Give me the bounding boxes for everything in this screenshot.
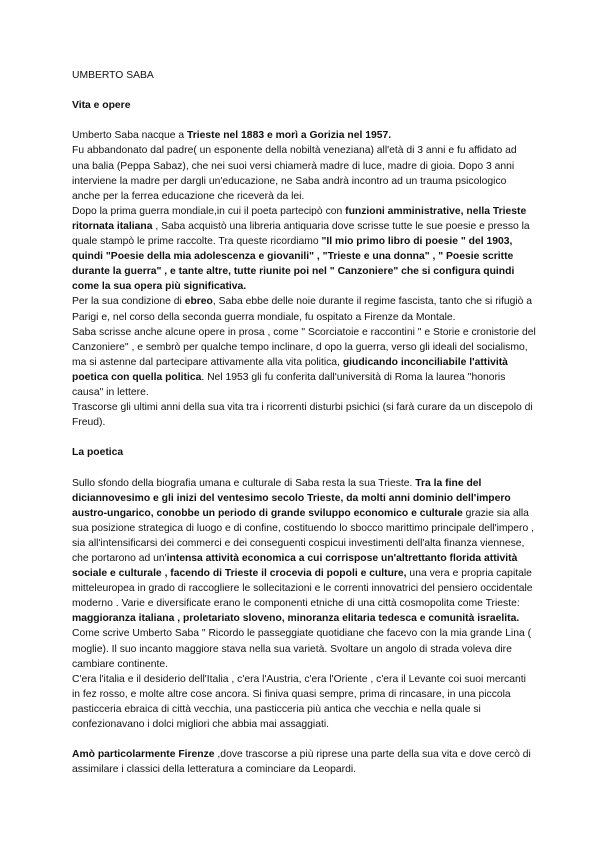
text-run: , Saba acquistò una libreria antiquaria dove scrisse tutte le sue poesie e presso la quale stampò le prime raccolte. Tra queste ricordiamo — [72, 220, 530, 248]
bold-text-run: Trieste nel 1883 e morì a Gorizia nel 1957. — [187, 130, 392, 142]
section-heading-vita: Vita e opere — [72, 100, 131, 112]
paragraph-vita — [72, 128, 536, 430]
text-run: Fu abbandonato dal padre( un esponente della nobiltà veneziana) all'età di 3 anni e fu affidato ad una balia (Peppa Sabaz), che nei suoi versi chiamerà madre di luce, madre di gioia. Dopo 3 anni interviene la madre per dargli un'educazione, ne Saba andrà incontro ad un trauma psicologico anche per la ferrea educazione che riceverà da lei. Dopo la prima guerra mondiale,in cui il poeta partecipò con — [72, 145, 517, 217]
paragraph-poetica — [72, 476, 536, 733]
bold-text-run: funzioni amministrative, nella Trieste ritornata italiana — [72, 205, 527, 232]
document-title: UMBERTO SABA — [72, 70, 154, 81]
text-run: grazie sia alla sua posizione strategica di luogo e di confine, costituendo lo sbocco marittimo principale dell'impero , sia all'intensificarsi dei commerci e dei conseguenti cospicui investimenti dell'alta finanza viennese, che portarono ad un' — [72, 507, 534, 564]
paragraph-firenze — [72, 747, 536, 777]
bold-text-run: Amò particolarmente Firenze — [72, 749, 215, 761]
bold-text-run: maggioranza italiana , proletariato sloveno, minoranza elitaria tedesca e comunità israelita. — [72, 613, 520, 625]
text-run: Per la sua condizione di — [72, 296, 185, 308]
bold-text-run: ebreo — [184, 296, 213, 308]
section-heading-poetica: La poetica — [72, 447, 124, 459]
text-run: Umberto Saba nacque a — [72, 130, 188, 142]
bold-text-run: giudicando inconciliabile l'attività poetica con quella politica — [72, 356, 508, 383]
bold-text-run: intensa attività economica a cui corrispose un'altrettanto florida attività sociale e culturale , facendo di Trieste il crocevia di popoli e culture, — [72, 553, 518, 580]
bold-text-run: "Il mio primo libro di poesie " del 1903, quindi "Poesie della mia adolescenza e giovanili" , "Trieste e una donna" , " Poesie scritte durante la guerra" , e tante altre, tutte riunite poi nel " Canzoniere" che si configura quindi come la sua opera più significativa. — [72, 236, 515, 293]
text-run: ,dove trascorse a più riprese una parte della sua vita e dove cercò di assimilare i classici della letteratura a cominciare da Leopardi. — [72, 749, 531, 776]
text-run: , Saba ebbe delle noie durante il regime fascista, tanto che si rifugiò a Parigi e, nel corso della seconda guerra mondiale, fu ospitato a Firenze da Montale. Saba scrisse anche alcune opere in prosa , come " Scorciatoie e raccontini " e Storie e cronistorie del Canzoniere" , e sembrò per qualche tempo inclinare, d opo la guerra, verso gli ideali del socialismo, ma si astenne dal partecipare attivamente alla vita politica, — [72, 296, 536, 368]
bold-text-run: Tra la fine del diciannovesimo e gli inizi del ventesimo secolo Trieste, da molti anni dominio dell'impero austro-ungarico, conobbe un periodo di grande sviluppo economico e culturale — [72, 477, 511, 519]
text-run: . Nel 1953 gli fu conferita dall'università di Roma la laurea "honoris causa" in lettere. Trascorse gli ultimi anni della sua vita tra i ricorrenti disturbi psichici (si farà curare da un discepolo di Freud). — [72, 371, 533, 429]
text-run: Sullo sfondo della biografia umana e culturale di Saba resta la sua Trieste. — [72, 477, 416, 489]
text-run: Come scrive Umberto Saba " Ricordo le passeggiate quotidiane che facevo con la mia grande Lina ( moglie). Il suo incanto maggiore stava nella sua varietà. Svoltare un angolo di strada voleva dire cambiare continente. C'era l'italia e il desiderio dell'Italia , c'era l'Austria, c'era l'Oriente , c'era il Levante coi suoi mercanti in fez rosso, e molte altre cose ancora. Si finiva quasi sempre, prima di rincasare, in una piccola pasticceria ebraica di città vecchia, una pasticceria più antica che vecchia e nella quale si confezionavano i dolci migliori che abbia mai assaggiati. — [72, 628, 532, 731]
text-run: una vera e propria capitale mitteleuropea in grado di raccogliere le sollecitazioni e le correnti innovatrici del pensiero occidentale moderno . Varie e diversificate erano le componenti etniche di una città cosmopolita come Trieste: — [72, 568, 533, 610]
